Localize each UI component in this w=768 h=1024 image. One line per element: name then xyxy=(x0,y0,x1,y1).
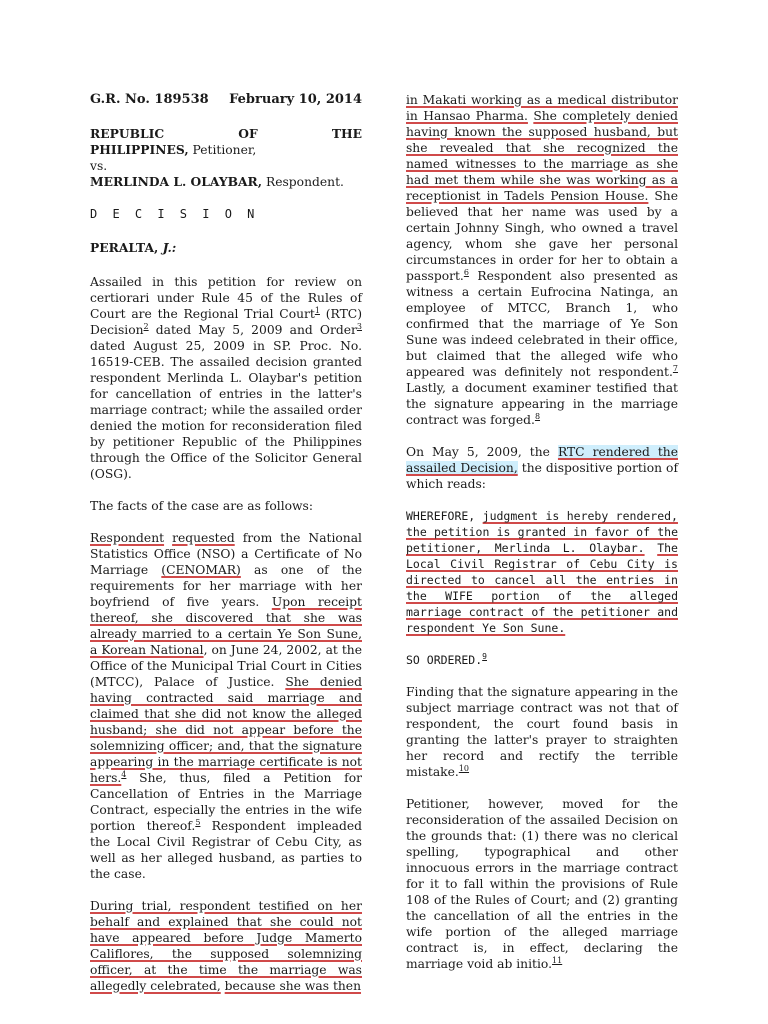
underlined-text: Respondent xyxy=(90,531,165,545)
case-number: G.R. No. 189538 xyxy=(90,92,209,107)
text-span: , on June 24, 2002, at the Office of the Municipal Trial Court in Cities (MTCC), Palace of Justice. xyxy=(90,643,363,689)
text-span: On May 5, 2009, the xyxy=(406,445,558,459)
ponente-name: PERALTA, xyxy=(90,240,159,255)
text-span xyxy=(164,531,172,545)
text-span: dated May 5, 2009 and Order xyxy=(148,323,357,337)
underlined-text: During trial, respondent testified on her behalf and explained that she could not have appeared before Judge Mamerto Califlores, the supposed solemnizing officer, at the time the marriage was allegedly celebrated, xyxy=(90,899,362,993)
underlined-text: She completely denied having known the supposed husband, but she revealed that she recognized the named witnesses to the marriage as she had met them while she was working as a receptionist in Tadels Pension House. xyxy=(406,109,678,203)
underlined-text: in Makati working as a medical distributor in Hansao Pharma. xyxy=(406,93,678,123)
underlined-text: because she was then xyxy=(224,979,362,993)
paragraph-testimony xyxy=(406,92,678,428)
text-span: WHEREFORE, xyxy=(406,509,483,523)
underlined-text: She denied having contracted said marriage and claimed that she did not know the alleged husband; she did not appear before the solemnizing officer; and, that the signature appearing in the marriage certificate is not hers. xyxy=(90,675,362,785)
respondent-line xyxy=(90,174,362,190)
ponente xyxy=(90,240,362,256)
text-span: Respondent also presented as witness a certain Eufrocina Natinga, an employee of MTCC, Branch 1, who confirmed that the marriage of Ye Son Sune was indeed celebrated in their office, but claimed that the alleged wife who appeared was definitely not respondent. xyxy=(406,269,678,379)
footnote-ref-3[interactable]: 3 xyxy=(356,321,362,331)
text-span: SO ORDERED. xyxy=(406,653,483,667)
text-span: the dispositive portion of which reads: xyxy=(406,461,678,491)
footnote-ref-6[interactable]: 6 xyxy=(463,267,469,277)
text-span xyxy=(645,541,658,555)
paragraph-dispositive xyxy=(406,508,678,636)
petitioner-word-3: THE xyxy=(331,126,362,141)
underlined-text: requested xyxy=(172,531,235,545)
text-span: as one of the requirements for her marriage with her boyfriend of five years. xyxy=(90,563,362,609)
footnote-ref-11[interactable]: 11 xyxy=(552,955,563,965)
ponente-title: J.: xyxy=(158,240,177,255)
paragraph-so-ordered xyxy=(406,652,678,668)
footnote-ref-4[interactable]: 4 xyxy=(121,769,127,779)
petitioner-role: Petitioner, xyxy=(188,143,257,157)
left-column xyxy=(90,92,362,1010)
case-date: February 10, 2014 xyxy=(229,92,362,107)
paragraph-reconsideration xyxy=(406,796,678,972)
respondent-name: MERLINDA L. OLAYBAR, xyxy=(90,174,263,189)
footnote-ref-9[interactable]: 9 xyxy=(482,652,487,662)
footnote-ref-5[interactable]: 5 xyxy=(195,817,201,827)
petitioner-word-2: OF xyxy=(238,126,258,141)
paragraph-trial xyxy=(90,898,362,994)
footnote-ref-2[interactable]: 2 xyxy=(143,321,149,331)
underlined-text: (CENOMAR) xyxy=(161,563,241,577)
case-header xyxy=(90,92,362,108)
text-span: Assailed in this petition for review on certiorari under Rule 45 of the Rules of Court are the Regional Trial Court xyxy=(90,275,362,321)
footnote-ref-10[interactable]: 10 xyxy=(458,763,470,773)
text-span: Finding that the signature appearing in the subject marriage contract was not that of respondent, the court found basis in granting the latter's prayer to straighten her record and rectify the terrible mistake. xyxy=(406,685,678,779)
underlined-text: Upon receipt thereof, she discovered that she was already married to a certain Ye Son Sune, a Korean National xyxy=(90,595,362,657)
paragraph-facts xyxy=(90,530,362,882)
text-span: She believed that her name was used by a certain Johnny Singh, who owned a travel agency, whom she gave her personal circumstances in order for her to obtain a passport. xyxy=(406,189,679,283)
petitioner-line-1 xyxy=(90,126,362,142)
footnote-ref-8[interactable]: 8 xyxy=(534,411,541,421)
text-span: (RTC) Decision xyxy=(90,307,362,337)
paragraph-rtc-decision xyxy=(406,444,678,492)
paragraph-finding xyxy=(406,684,678,780)
right-column xyxy=(406,92,678,988)
respondent-role: Respondent. xyxy=(262,175,344,189)
underlined-text: The Local Civil Registrar of Cebu City is directed to cancel all the entries in the WIFE portion of the alleged marriage contract of the petitioner and respondent Ye Son Sune. xyxy=(406,541,678,635)
footnote-ref-1[interactable]: 1 xyxy=(314,305,320,315)
text-span: from the National Statistics Office (NSO) a Certificate of No Marriage xyxy=(90,531,362,577)
paragraph-facts-intro: The facts of the case are as follows: xyxy=(90,499,314,513)
petitioner-word-1: REPUBLIC xyxy=(90,126,165,141)
text-span: She, thus, filed a Petition for Cancellation of Entries in the Marriage Contract, especially the entries in the wife portion thereof. xyxy=(90,771,362,833)
versus: vs. xyxy=(90,159,108,173)
paragraph-intro xyxy=(90,274,362,482)
text-span: Lastly, a document examiner testified that the signature appearing in the marriage contract was forged. xyxy=(406,381,678,427)
text-span: Petitioner, however, moved for the reconsideration of the assailed Decision on the grounds that: (1) there was no clerical spelling, typographical and other innocuous errors in the marriage contract for it to fall within the provisions of Rule 108 of the Rules of Court; and (2) granting the cancellation of all the entries in the wife portion of the alleged marriage contract is, in effect, declaring the marriage void ab initio. xyxy=(406,797,678,971)
underlined-text: judgment is hereby rendered, the petition is granted in favor of the petitioner, Merlinda L. Olaybar. xyxy=(406,509,678,555)
text-span: dated August 25, 2009 in SP. Proc. No. 16519-CEB. The assailed decision granted respondent Merlinda L. Olaybar's petition for cancellation of entries in the latter's marriage contract; while the assailed order denied the motion for reconsideration filed by petitioner Republic of the Philippines through the Office of the Solicitor General (OSG). xyxy=(90,339,362,481)
text-span: Respondent impleaded the Local Civil Registrar of Cebu City, as well as her alleged husband, as parties to the case. xyxy=(90,819,362,881)
highlighted-text: RTC rendered the assailed Decision, xyxy=(406,445,678,475)
decision-label: D E C I S I O N xyxy=(90,207,259,221)
petitioner-line-2 xyxy=(90,142,362,158)
footnote-ref-7[interactable]: 7 xyxy=(672,363,678,373)
petitioner-name: PHILIPPINES, xyxy=(90,142,189,157)
